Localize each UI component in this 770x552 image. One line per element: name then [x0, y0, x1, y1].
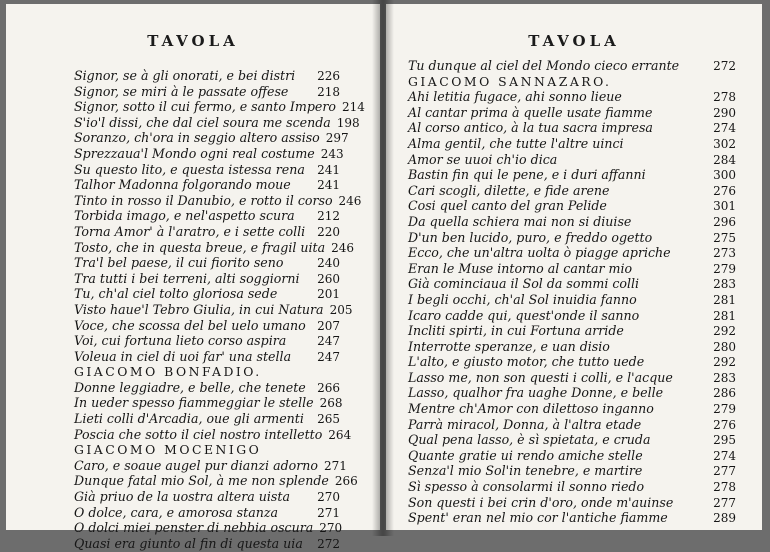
page-number: 240 [317, 256, 340, 271]
page-number: 302 [713, 136, 736, 151]
page-number: 226 [317, 69, 340, 83]
poem-incipit: Lieti colli d'Arcadia, oue gli armenti [74, 411, 304, 427]
poem-incipit: In ueder spesso fiammeggiar le stelle [74, 395, 314, 411]
index-entry [6, 162, 380, 178]
author-heading [6, 442, 380, 458]
page-number: 286 [713, 386, 736, 401]
index-entry [6, 302, 380, 318]
page-number: 276 [713, 417, 736, 432]
index-entry [6, 489, 380, 505]
page-number: 292 [713, 324, 736, 339]
poem-incipit: Eran le Muse intorno al cantar mio [408, 260, 633, 276]
page-number: 274 [713, 121, 736, 136]
index-entry [386, 152, 762, 168]
index-entry [386, 214, 762, 230]
page-number: 295 [713, 433, 736, 448]
page-number: 247 [317, 334, 340, 349]
page-number: 275 [713, 230, 736, 245]
page-number: 220 [317, 224, 340, 239]
poem-incipit: Torbida imago, e nel'aspetto scura [74, 208, 295, 224]
poem-incipit: Incliti spirti, in cui Fortuna arride [408, 323, 624, 339]
author-name: GIACOMO SANNAZARO. [408, 73, 612, 89]
poem-incipit: Tu, ch'al ciel tolto gloriosa sede [74, 286, 278, 302]
poem-incipit: Torna Amor' à l'aratro, e i sette colli [74, 223, 306, 239]
poem-incipit: O dolci miei penster di nebbia oscura [74, 520, 314, 536]
index-entry [6, 130, 380, 146]
index-entry [6, 473, 380, 489]
page-number: 283 [713, 277, 736, 292]
index-entry [386, 198, 762, 214]
index-entry [6, 395, 380, 411]
page-number: 241 [317, 178, 340, 193]
poem-incipit: Donne leggiadre, e belle, che tenete [74, 379, 306, 395]
page-number: 301 [713, 199, 736, 214]
index-entry [386, 89, 762, 105]
poem-incipit: Al corso antico, à la tua sacra impresa [408, 120, 653, 136]
index-entry [386, 432, 762, 448]
page-number: 281 [713, 292, 736, 307]
index-entry [386, 261, 762, 277]
author-heading [386, 74, 762, 90]
page-number: 300 [713, 168, 736, 183]
poem-incipit: Sì spesso à consolarmi il sonno riedo [408, 479, 645, 495]
poem-incipit: Mentre ch'Amor con dilettoso inganno [408, 401, 654, 417]
page-number: 284 [713, 152, 736, 167]
poem-incipit: Tra'l bel paese, il cui fiorito seno [74, 255, 284, 271]
index-entry [6, 427, 380, 443]
page-number: 278 [713, 480, 736, 495]
poem-incipit: Signor, se à gli onorati, e bei distri [74, 68, 296, 83]
poem-incipit: Senza'l mio Sol'in tenebre, e martire [408, 463, 643, 479]
index-entry [386, 292, 762, 308]
page-number: 198 [336, 115, 360, 130]
page-number: 270 [319, 521, 343, 536]
index-entry [6, 193, 380, 209]
poem-incipit: Al cantar prima à quelle usate fiamme [408, 104, 653, 120]
poem-incipit: Tu dunque al ciel del Mondo cieco errante [408, 58, 680, 73]
index-entry [386, 105, 762, 121]
index-entry [6, 458, 380, 474]
index-entry [386, 401, 762, 417]
index-entry [6, 255, 380, 271]
index-entry [386, 510, 762, 526]
page-number: 246 [338, 193, 362, 208]
page-number: 266 [334, 474, 358, 489]
index-entry [6, 318, 380, 334]
poem-incipit: Cari scogli, dilette, e fide arene [408, 182, 610, 198]
index-entry [6, 411, 380, 427]
index-entry [386, 385, 762, 401]
index-entry [6, 99, 380, 115]
poem-incipit: O dolce, cara, e amorosa stanza [74, 504, 278, 520]
poem-incipit: Tosto, che in questa breue, e fragil uita [74, 239, 326, 255]
author-name: GIACOMO BONFADIO. [74, 364, 262, 380]
poem-incipit: Quante gratie ui rendo amiche stelle [408, 447, 643, 463]
right-page [386, 4, 762, 530]
page-number: 260 [317, 271, 340, 286]
index-entry [6, 271, 380, 287]
index-entry [386, 339, 762, 355]
index-entry [6, 115, 380, 131]
page-number: 277 [713, 464, 736, 479]
poem-incipit: Dunque fatal mio Sol, à me non splende [74, 473, 329, 489]
index-entry [6, 240, 380, 256]
index-entry [386, 245, 762, 261]
poem-incipit: Da quella schiera mai non si diuise [408, 213, 632, 229]
page-number: 272 [317, 536, 340, 551]
author-name: GIACOMO MOCENIGO [74, 442, 262, 458]
index-entry [386, 308, 762, 324]
poem-incipit: Cosi quel canto del gran Pelide [408, 198, 607, 214]
poem-incipit: Parrà miracol, Donna, à l'altra etade [408, 416, 642, 432]
page-header: TAVOLA [528, 32, 620, 50]
page-number: 296 [713, 214, 736, 229]
poem-incipit: Visto haue'l Tebro Giulia, in cui Natura [74, 301, 324, 317]
poem-incipit: Bastin fin qui le pene, e i duri affanni [408, 167, 646, 183]
index-entry [386, 448, 762, 464]
page-number: 297 [325, 131, 349, 146]
page-number: 283 [713, 370, 736, 385]
index-entry [386, 463, 762, 479]
page-number: 205 [329, 302, 353, 317]
page-number: 278 [713, 90, 736, 105]
poem-incipit: Tinto in rosso il Danubio, e rotto il corso [74, 192, 333, 208]
author-heading [6, 364, 380, 380]
index-entry [386, 495, 762, 511]
page-number: 274 [713, 448, 736, 463]
index-list [6, 68, 380, 551]
page-number: 266 [317, 380, 340, 395]
poem-incipit: Ecco, che un'altra uolta ò piagge apriche [408, 245, 671, 261]
poem-incipit: Signor, sotto il cui fermo, e santo Impero [74, 99, 336, 115]
index-entry [6, 349, 380, 365]
page-number: 247 [317, 349, 340, 364]
poem-incipit: Interrotte speranze, e uan disio [408, 338, 610, 354]
poem-incipit: Tra tutti i bei terreni, alti soggiorni [74, 270, 300, 286]
poem-incipit: Quasi era giunto al fin di questa uia [74, 535, 303, 551]
left-page [6, 4, 380, 551]
page-number: 243 [320, 146, 344, 161]
page-number: 201 [317, 287, 340, 302]
poem-incipit: Ahi letitia fugace, ahi sonno lieue [408, 89, 622, 105]
poem-incipit: Signor, se miri à le passate offese [74, 83, 289, 99]
poem-incipit: Già priuo de la uostra altera uista [74, 489, 290, 505]
page-number: 280 [713, 339, 736, 354]
page-number: 290 [713, 105, 736, 120]
page-number: 214 [341, 100, 365, 115]
poem-incipit: Voleua in ciel di uoi far' una stella [74, 348, 292, 364]
page-header: TAVOLA [147, 32, 239, 50]
page-number: 276 [713, 183, 736, 198]
index-entry [386, 183, 762, 199]
poem-incipit: D'un ben lucido, puro, e freddo ogetto [408, 229, 653, 245]
poem-incipit: Soranzo, ch'ora in seggio altero assiso [74, 130, 320, 146]
index-entry [386, 417, 762, 433]
index-entry [386, 276, 762, 292]
poem-incipit: Qual pena lasso, è sì spietata, e cruda [408, 432, 651, 448]
index-entry [6, 84, 380, 100]
index-entry [386, 230, 762, 246]
index-entry [6, 177, 380, 193]
index-entry [386, 120, 762, 136]
page-number: 264 [328, 427, 352, 442]
page-number: 218 [317, 84, 340, 99]
page-number: 279 [713, 261, 736, 276]
index-entry [6, 380, 380, 396]
index-entry [6, 536, 380, 552]
page-number: 212 [317, 209, 340, 224]
poem-incipit: Su questo lito, e questa istessa rena [74, 161, 305, 177]
index-entry [386, 479, 762, 495]
poem-incipit: Sprezzaua'l Mondo ogni real costume [74, 145, 315, 161]
page-number: 270 [317, 490, 340, 505]
poem-incipit: Spent' eran nel mio cor l'antiche fiamme [408, 510, 668, 526]
page-number: 246 [331, 240, 355, 255]
poem-incipit: Icaro cadde qui, quest'onde il sanno [408, 307, 640, 323]
index-entry [6, 146, 380, 162]
page-number: 292 [713, 355, 736, 370]
poem-incipit: Voi, cui fortuna lieto corso aspira [74, 333, 287, 349]
page-number: 281 [713, 308, 736, 323]
page-number: 265 [317, 412, 340, 427]
index-entry [386, 136, 762, 152]
poem-incipit: S'io'l dissi, che dal ciel soura me scenda [74, 114, 331, 130]
poem-incipit: L'alto, e giusto motor, che tutto uede [408, 354, 645, 370]
poem-incipit: Voce, che scossa del bel uelo umano [74, 317, 306, 333]
page-number: 279 [713, 402, 736, 417]
poem-incipit: Amor se uuoi ch'io dica [408, 151, 558, 167]
index-list [386, 58, 762, 526]
poem-incipit: Lasso me, non son questi i colli, e l'acque [408, 369, 673, 385]
page-number: 241 [317, 162, 340, 177]
poem-incipit: Già cominciaua il Sol da sommi colli [408, 276, 640, 292]
page-number: 271 [323, 458, 347, 473]
index-entry [6, 505, 380, 521]
poem-incipit: Lasso, qualhor fra uaghe Donne, e belle [408, 385, 664, 401]
index-entry [386, 323, 762, 339]
poem-incipit: Talhor Madonna folgorando moue [74, 177, 291, 193]
page-number: 271 [317, 505, 340, 520]
index-entry [386, 167, 762, 183]
index-entry [6, 333, 380, 349]
poem-incipit: I begli occhi, ch'al Sol inuidia fanno [408, 291, 637, 307]
index-entry [386, 370, 762, 386]
index-entry [6, 224, 380, 240]
page-number: 289 [713, 511, 736, 526]
poem-incipit: Caro, e soaue augel pur dianzi adorno [74, 457, 318, 473]
index-entry [6, 286, 380, 302]
page-number: 273 [713, 246, 736, 261]
poem-incipit: Alma gentil, che tutte l'altre uinci [408, 135, 624, 151]
poem-incipit: Poscia che sotto il ciel nostro intelletto [74, 426, 323, 442]
index-entry [6, 520, 380, 536]
page-number: 272 [713, 59, 736, 73]
page-number: 268 [319, 396, 343, 411]
index-entry [386, 58, 762, 74]
index-entry [6, 68, 380, 84]
index-entry [6, 208, 380, 224]
poem-incipit: Son questi i bei crin d'oro, onde m'auinse [408, 494, 674, 510]
page-number: 277 [713, 495, 736, 510]
index-entry [386, 354, 762, 370]
page-number: 207 [317, 318, 340, 333]
